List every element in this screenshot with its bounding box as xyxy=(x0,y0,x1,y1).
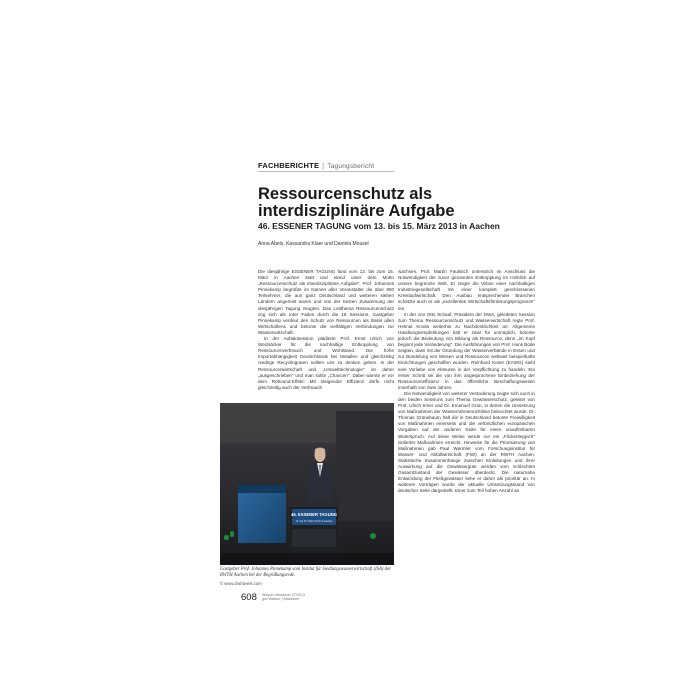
paragraph: Die diesjährige ESSENER TAGUNG fand vom 13. bis zum 15. März in Aachen statt und stand unter dem Motto „Ressourcenschutz als interdisziplinäre Aufgabe". Prof. Johannes Pinnekamp begrüßte im Namen aller Veranstalter die über 900 Teilnehmer, die aus ganz Deutschland und weiteren sieben Ländern angereist waren und von der besten Zusammung der diesjährigen Tagung zeugten. Das Leitthema Ressourcenschutz zog sich als roter Faden durch die 16 Sessions. Gastgeber Pinnekamp verdeut den Schutz von Ressourcen als Basis allen Wirtschaftens und betonte die vielfältigen Verbindungen zur Wasserwirtschaft. xyxy=(258,269,394,335)
screen-panel xyxy=(238,485,286,543)
section-label: FACHBERICHTE xyxy=(258,161,320,170)
section-rule xyxy=(258,171,394,172)
paragraph: wachsen. Prof. Martin Faulstich unterstrich im Anschluss die Notwendigkeit der zuvor genannten Entkopplung im Hinblick auf unsere begrenzte Welt. Er zeigte die Vision einer nachhaltigen Industriegesellschaft mit einer komplett geschlossenen Kreislaufwirtschaft. Den Ausbau entsprechender Branchen schätzte auch er als „exzellentes Wirtschaftsförderungsprogramm" ein. xyxy=(398,269,535,311)
section-header xyxy=(258,161,374,170)
photo-credit: © www.drahtwerk.com xyxy=(220,581,262,586)
footer-meta-line: gwf Wasser | Abwasser xyxy=(262,597,300,602)
banner-subtitle: 13. bis 15. März 2013 in Aachen xyxy=(295,520,333,523)
banner-title: 46. ESSENER TAGUNG xyxy=(291,512,337,517)
photo-caption: Gastgeber Prof. Johannes Pinnekamp vom Institut für Siedlungswasserwirtschaft (ISA) der RWTH Aachen bei der Begrüßungsrede. xyxy=(220,567,391,578)
podium-banner xyxy=(291,509,337,525)
text-column-right xyxy=(398,269,535,667)
text-column-left xyxy=(258,269,394,399)
paragraph: In der Auftaktsession plädierte Prof. Ernst Ulrich von Weizsäcker für die nachhaltige Entkopplung von Ressourcenverbrauch und Wohlstand. Die hohe Importabhängigkeit Deutschlands bei Metallen und gleichzeitig niedrige Recyclingraten sollten uns zu denken geben. In der Ressourcenwirtschaft und „Umwelttechnologie" ist daher „ausgeschrieben" und man sollte „Chancen". Dabei warnte er vor dem Rebound-Effekt: Mit steigender Effizienz dürfe nicht gleichzeitig auch der Verbrauch xyxy=(258,336,394,390)
paragraph: Die Notwendigkeit von weiterer Veränderung zeigte sich auch in den beiden Sessions zum Thema Gewässerschutz, geleitet von Prof. Ulrich Irmer und Dr. Emanuel Grün, in denen die Umsetzung von Maßnahmen der Wasserrahmenrichtlinie beleuchtet wurde. Dr. Thomas Grünebaum hält die in Deutschland betonte Freiwilligkeit von Maßnahmen einerseits und die verbindlichen europäischen Vorgaben auf der anderen Seite für einen unauflösbaren Widerspruch. Auf diese Weise werde nur ein „Flickenteppich" isolierter Maßnahmen erreicht. Hinweise für die Priorisierung von Maßnahmen gab Paul Wermter vom Forschungsinstitut für Wasser- und Abfallwirtschaft (FiW) an der RWTH Aachen. Statistische Zusammenhänge zwischen Einleitungen und ihrer Auswirkung auf die Gewässergüte werden vom schlechten Gesamtzustand der Gewässer überdeckt. Die naturnahe Entwicklung der Fließgewässer sehe er daher als prioritär an. In weiteren Vorträgen wurde der aktuelle Umsetzungsstand von deutscher Seite dargestellt. Einer zum Teil hohen Anzahl an xyxy=(398,390,535,494)
footer-meta xyxy=(262,593,305,602)
subsection-label: Tagungsbericht xyxy=(327,163,375,170)
paragraph: In der von Otto Schaaf, Präsident der DWA, geleiteten Session zum Thema Ressourcenschutz und Wasserwirtschaft regte Prof. Helmut Kroiss weiterhin zu Nachdenklichkeit an: Allgemeine Handlungsempfehlungen hält er zwar für unmöglich, betonte jedoch die Bedeutung von Bildung als Ressource, denn „im Kopf beginnt jede Veränderung". Die Ausführungen von Prof. Hans Bode zeigten, dass mit der Gründung der Wasserverbände in Essen und zur Bündelung von Wissen und Ressourcen weltweit beispielhafte Einrichtungen geschaffen wurden. Reinhard Koser (EAWG) sieht eine Vorliebe von Akteuren in der Verpflichtung zu handeln. Ein erster Schritt sei die von ihm angesprochene Einbeziehung der Ressourceneffizienz in das öffentliche Beschaffungswesen innerhalb von zwei Jahren. xyxy=(398,311,535,390)
page-number: 608 xyxy=(241,592,257,603)
conference-photo xyxy=(220,403,394,565)
article-authors: Anna Abels, Kassandra Klaer und Daniela Mousel xyxy=(258,241,369,247)
article-subtitle: 46. ESSENER TAGUNG vom 13. bis 15. März 2013 in Aachen xyxy=(258,221,500,231)
footer-meta-line: Wasser·Abwasser 07/2013 xyxy=(262,593,306,597)
article-title: Ressourcenschutz als interdisziplinäre Aufgabe xyxy=(258,185,455,220)
section-separator: | xyxy=(322,161,325,170)
speaker-at-podium-image xyxy=(220,403,394,565)
